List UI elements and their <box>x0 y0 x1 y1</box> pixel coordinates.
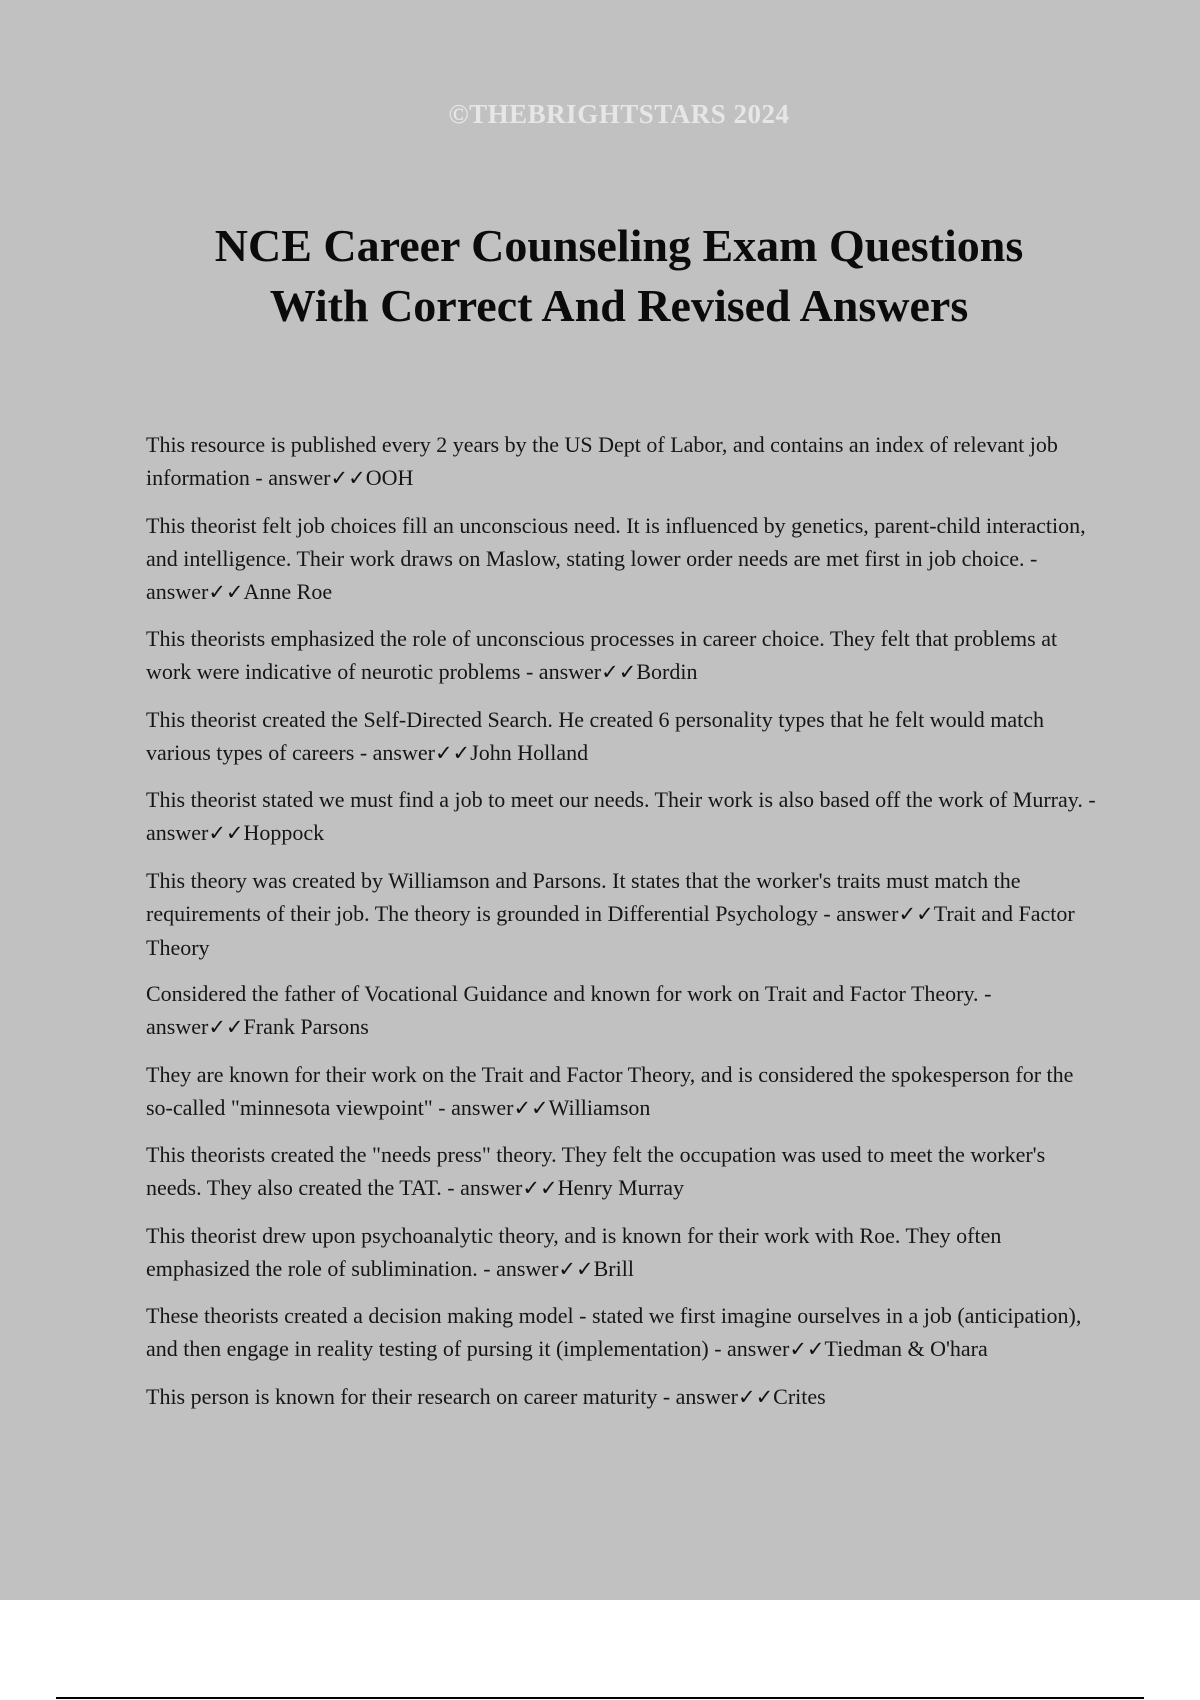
question-text: This theorist stated we must find a job to meet our needs. Their work is also based off the work of Murray. <box>146 787 1083 812</box>
check-marks-icon: ✓✓ <box>208 821 244 845</box>
qa-item <box>146 428 1096 495</box>
answer-separator: - answer <box>708 1336 790 1361</box>
question-text: This theorists created the "needs press" theory. They felt the occupation was used to meet the worker's needs. They also created the TAT. <box>146 1142 1046 1200</box>
question-text: These theorists created a decision making model - stated we first imagine ourselves in a job (anticipation), and then engage in reality testing of pursing it (implementation) <box>146 1303 1082 1361</box>
answer-separator: - answer <box>817 900 899 926</box>
check-marks-icon: ✓✓ <box>601 660 637 684</box>
title-line-2: With Correct And Revised Answers <box>269 280 969 331</box>
question-text: This theorist felt job choices fill an unconscious need. It is influenced by genetics, parent-child interaction, and intelligence. Their work draws on Maslow, stating lower order needs are met first in job choice. <box>146 512 1086 571</box>
title-line-1: NCE Career Counseling Exam Questions <box>214 220 1024 271</box>
document-title <box>0 216 1200 336</box>
answer-text: Anne Roe <box>243 578 333 604</box>
check-marks-icon: ✓✓ <box>208 579 244 604</box>
check-marks-icon: ✓✓ <box>330 466 366 490</box>
answer-separator: - answer <box>520 659 602 684</box>
question-text: This theorists emphasized the role of unconscious processes in career choice. They felt that problems at work were indicative of neurotic problems <box>146 626 1058 684</box>
question-text: They are known for their work on the Trait and Factor Theory, and is considered the spokesperson for the so-called "minnesota viewpoint" <box>146 1061 1074 1120</box>
answer-text: Frank Parsons <box>243 1014 369 1039</box>
answer-separator: - answer <box>146 545 1038 604</box>
qa-item <box>146 1058 1096 1125</box>
qa-item <box>146 1380 1096 1414</box>
check-marks-icon: ✓✓ <box>208 1015 244 1039</box>
answer-text: Tiedman & O'hara <box>824 1336 988 1361</box>
qa-item <box>146 1138 1096 1205</box>
check-marks-icon: ✓✓ <box>522 1176 558 1200</box>
answer-separator: - answer <box>657 1383 738 1409</box>
question-text: Considered the father of Vocational Guidance and known for work on Trait and Factor Theory. <box>146 981 979 1006</box>
check-marks-icon: ✓✓ <box>513 1095 549 1120</box>
check-marks-icon: ✓✓ <box>737 1384 774 1409</box>
question-text: This resource is published every 2 years by the US Dept of Labor, and contains an index of relevant job information <box>146 432 1058 490</box>
watermark: ©THEBRIGHTSTARS 2024 <box>448 99 790 129</box>
answer-separator: - answer <box>432 1094 514 1120</box>
check-marks-icon: ✓✓ <box>789 1337 825 1361</box>
question-answer-list <box>146 428 1096 1427</box>
answer-text: Bordin <box>636 659 698 684</box>
answer-separator: - answer <box>146 981 992 1039</box>
question-text: This theory was created by Williamson and Parsons. It states that the worker's traits must match the requirements of their job. The theory is grounded in Differential Psychology <box>146 867 1021 926</box>
question-text: This theorist created the Self-Directed Search. He created 6 personality types that he felt would match various types of careers <box>146 706 1044 765</box>
footer-divider <box>56 1697 1144 1699</box>
qa-item <box>146 703 1096 770</box>
check-marks-icon: ✓✓ <box>558 1256 594 1281</box>
answer-text: Hoppock <box>243 820 325 845</box>
answer-text: Henry Murray <box>557 1175 685 1200</box>
answer-text: OOH <box>365 465 414 490</box>
answer-separator: - answer <box>354 739 435 765</box>
qa-item <box>146 1219 1096 1286</box>
answer-separator: - answer <box>477 1255 559 1281</box>
qa-item <box>146 864 1096 964</box>
answer-text: Crites <box>773 1383 826 1409</box>
question-text: This theorist drew upon psychoanalytic theory, and is known for their work with Roe. They often emphasized the role of sublimination. <box>146 1222 1002 1281</box>
qa-item <box>146 509 1096 609</box>
check-marks-icon: ✓✓ <box>898 901 934 926</box>
answer-text: Williamson <box>548 1094 651 1120</box>
answer-text: Trait and Factor Theory <box>146 900 1075 960</box>
qa-item <box>146 783 1096 850</box>
question-text: This person is known for their research on career maturity <box>146 1383 658 1409</box>
check-marks-icon: ✓✓ <box>434 740 471 765</box>
answer-text: John Holland <box>470 739 589 765</box>
answer-separator: - answer <box>249 465 331 490</box>
answer-separator: - answer <box>441 1175 523 1200</box>
qa-item <box>146 1299 1096 1366</box>
qa-item <box>146 622 1096 689</box>
answer-separator: - answer <box>146 787 1096 845</box>
answer-text: Brill <box>593 1255 634 1281</box>
qa-item <box>146 977 1096 1044</box>
